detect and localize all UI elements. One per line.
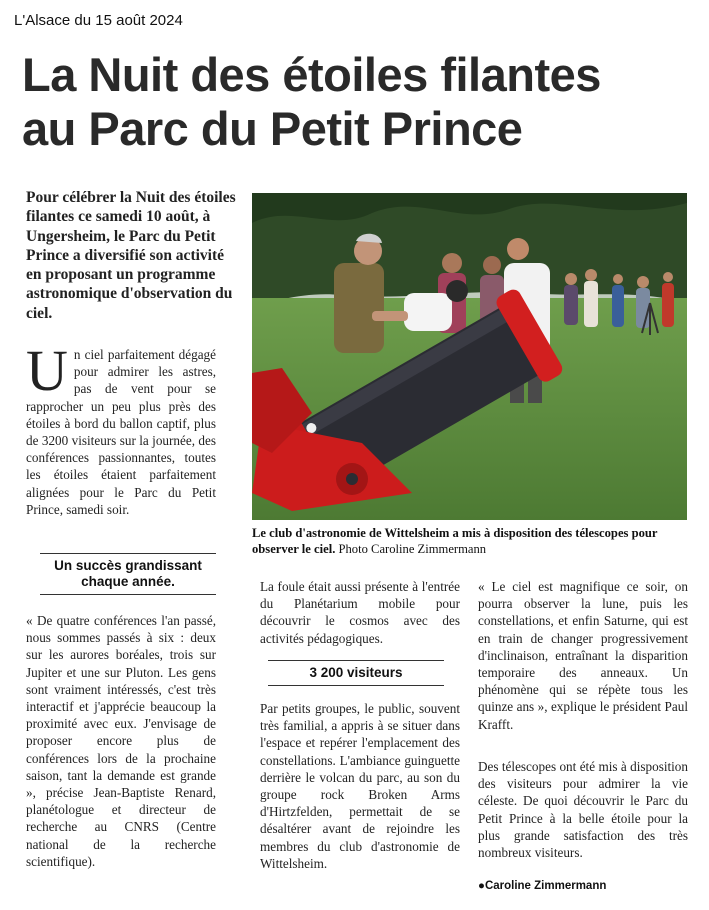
- headline-line-2: au Parc du Petit Prince: [22, 102, 523, 155]
- column-1-intro: [26, 338, 216, 518]
- author-byline: ●Caroline Zimmermann: [478, 880, 607, 892]
- telescope-photo-illustration: [252, 193, 687, 520]
- column-2-paragraph-2: Par petits groupes, le public, souvent très familial, a appris à se situer dans l'espace et repérer l'emplacement des constellations. L'ambiance guinguette derrière le volcan du parc, au son du groupe rock Broken Arms d'Hirtzfelden, permettait de se désaltérer avant de rejoindre les membres du club d'astronomie de Wittelsheim.: [260, 701, 460, 871]
- newspaper-source-date: L'Alsace du 15 août 2024: [14, 12, 183, 29]
- column-3-paragraph-2: Des télescopes ont été mis à disposition des visiteurs pour admirer la vie céleste. De quoi découvrir le Parc du Petit Prince à la belle étoile pour la plus grande satisfaction des très nombreux visiteurs.: [478, 759, 688, 861]
- subhead-visitors: 3 200 visiteurs: [268, 660, 444, 686]
- column-3-paragraph-1: « Le ciel est magnifique ce soir, on pourra observer la lune, puis les constellations, et enfin Saturne, qui est en train de changer progressivement d'inclinaison, entraînant la disparition temporaire des anneaux. Un phénomène qui se répète tous les quinze ans », explique le président Paul Krafft.: [478, 579, 688, 732]
- headline: [22, 48, 692, 156]
- column-2-paragraph-1: La foule était aussi présente à l'entrée du Planétarium mobile pour découvrir le cosmos avec des activités pédagogiques.: [260, 579, 460, 646]
- intro-text: n ciel parfaitement dégagé pour admirer les astres, pas de vent pour se rapprocher un peu plus près des étoiles à bord du ballon captif, plus de 3200 visiteurs sur la journée, des conférences passionnantes, toutes les étoiles étaient parfaitement alignées pour le Parc du Petit Prince, samedi soir.: [26, 347, 216, 517]
- photo-credit: Photo Caroline Zimmermann: [338, 542, 487, 556]
- drop-cap: U: [26, 338, 68, 403]
- lede-paragraph: Pour célébrer la Nuit des étoiles filantes ce samedi 10 août, à Ungersheim, le Parc du Petit Prince a diversifié son activité en proposant un programme astronomique d'observation du ciel.: [26, 189, 236, 322]
- headline-line-1: La Nuit des étoiles filantes: [22, 48, 601, 101]
- caption-text: Le club d'astronomie de Wittelsheim a mis à disposition des télescopes pour observer le ciel.: [252, 526, 658, 556]
- column-1-body: « De quatre conférences l'an passé, nous sommes passés à six : deux sur les aurores boréales, trois sur Jupiter et une sur Pluton. Les gens sont vraiment intéressés, c'est très interactif et j'apprécie beaucoup la proximité avec eux. J'envisage de proposer encore plus de conférences lors de la prochaine saison, tant la demande est grande », précise Jean-Baptiste Renard, planétologue et directeur de recherche au CNRS (Centre national de la recherche scientifique).: [26, 613, 216, 869]
- photo-caption: [252, 525, 690, 557]
- telescope-photo: [252, 193, 687, 520]
- subhead-success: Un succès grandissant chaque année.: [40, 553, 216, 595]
